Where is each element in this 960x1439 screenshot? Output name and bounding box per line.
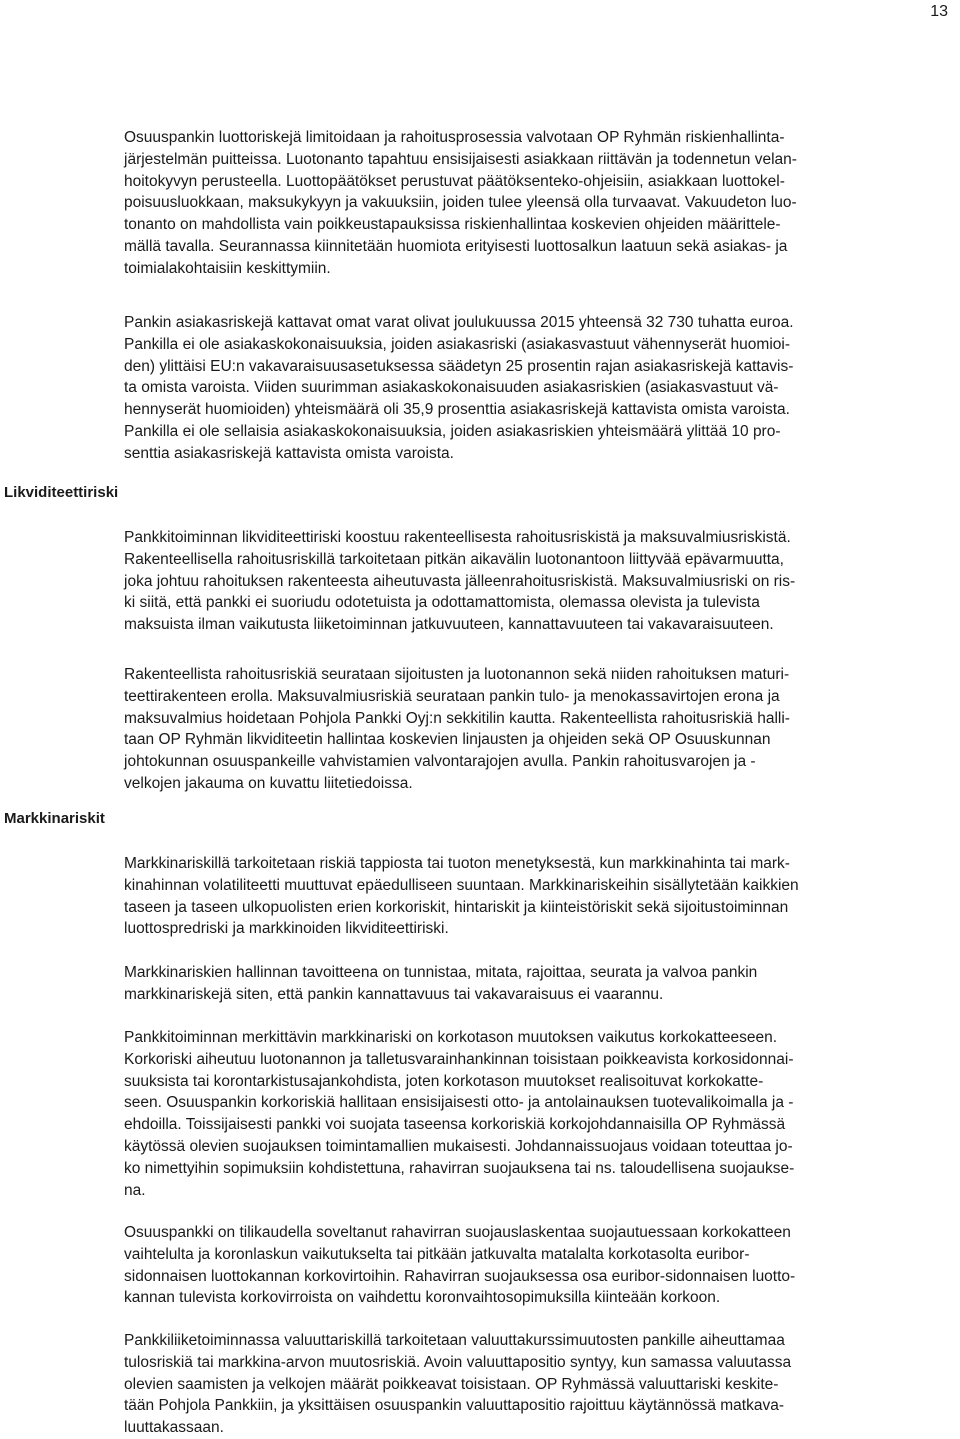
text-line: sidonnaisen luottokannan korkovirtoihin. Rahavirran suojauksessa osa euribor-sidonnaisen luotto- (124, 1267, 796, 1285)
text-line: na. (124, 1181, 146, 1199)
text-line: luottospredriski ja markkinoiden likviditeettiriski. (124, 920, 449, 938)
text-line: senttia asiakasriskejä kattavista omista varoista. (124, 444, 454, 462)
text-line: olevien saamisten ja velkojen määrät poikkeavat toisistaan. OP Ryhmässä valuuttariski keskite- (124, 1375, 779, 1393)
text-line: Pankin asiakasriskejä kattavat omat varat olivat joulukuussa 2015 yhteensä 32 730 tuhatta euroa. (124, 314, 794, 331)
paragraph-markkinariski-maaritelma (124, 853, 944, 940)
paragraph-markkinariski-tavoite (124, 962, 944, 1006)
text-line: johtokunnan osuuspankeille vahvistamien valvontarajojen avulla. Pankin rahoitusvarojen ja - (124, 753, 756, 771)
text-line: Pankkiliiketoiminnassa valuuttariskillä tarkoitetaan valuuttakurssimuutosten pankille aiheuttamaa (124, 1332, 785, 1349)
text-line: ki siitä, että pankki ei suoriudu odotetuista ja odottamattomista, olemassa olevista ja tulevista (124, 594, 760, 612)
text-line: suuksista tai korontarkistusajankohdista, joten korkotason muutokset realisoituvat korkokatte- (124, 1072, 764, 1090)
text-line: maksuvalmius hoidetaan Pohjola Pankki Oyj:n sekkitilin kautta. Rakenteellista rahoitusriskiä halli- (124, 709, 790, 727)
text-line: den) ylittäisi EU:n vakavaraisuusasetuksessa säädetyn 25 prosentin rajan asiakasriskejä kattavis- (124, 357, 794, 375)
paragraph-valuuttariski (124, 1330, 944, 1439)
section-heading-markkinariskit: Markkinariskit (4, 810, 105, 827)
text-line: poisuusluokkaan, maksukykyyn ja vakuuksiin, joiden tulee yleensä olla turvaavat. Vakuudeton luo- (124, 194, 797, 212)
text-line: luuttakassaan. (124, 1419, 224, 1437)
paragraph-asiakasriskit (124, 312, 944, 465)
text-line: Rakenteellisella rahoitusriskillä tarkoitetaan pitkän aikavälin luotonantoon liittyvää epävarmuutta, (124, 550, 784, 568)
text-line: järjestelmän puitteissa. Luotonanto tapahtuu ensisijaisesti asiakkaan riittävän ja todennetun velan- (124, 150, 797, 168)
text-line: teettirakenteen erolla. Maksuvalmiusriskiä seurataan pankin tulo- ja menokassavirtojen erona ja (124, 687, 780, 705)
text-line: Osuuspankin luottoriskejä limitoidaan ja rahoitusprosessia valvotaan OP Ryhmän riskienhallinta- (124, 129, 785, 146)
section-heading-likviditeettiriski: Likviditeettiriski (4, 484, 119, 501)
paragraph-likviditeettiriski-maaritelma (124, 527, 944, 636)
paragraph-likviditeettiriski-seuranta (124, 664, 944, 795)
text-line: vaihtelulta ja koronlaskun vaikutukselta tai pitkään jatkuvalta matalalta korkotasolta euribor- (124, 1245, 750, 1263)
text-line: taan OP Ryhmän likviditeetin hallintaa koskevien linjausten ja ohjeiden sekä OP Osuuskunnan (124, 731, 771, 749)
text-line: Pankkitoiminnan merkittävin markkinariski on korkotason muutoksen vaikutus korkokatteeseen. (124, 1029, 778, 1046)
text-line: Markkinariskien hallinnan tavoitteena on tunnistaa, mitata, rajoittaa, seurata ja valvoa pankin (124, 964, 758, 981)
paragraph-rahavirran-suojaus (124, 1222, 944, 1309)
text-line: hoitokyvyn perusteella. Luottopäätökset perustuvat päätöksenteko-ohjeisiin, asiakkaan luottokel- (124, 172, 785, 190)
text-line: tulosriskiä tai markkina-arvon muutosriskiä. Avoin valuuttapositio syntyy, kun samassa valuutassa (124, 1353, 792, 1371)
text-line: tonanto on mahdollista vain poikkeustapauksissa riskienhallintaa koskevien ohjeiden määrittele- (124, 216, 781, 234)
text-line: Korkoriski aiheutuu luotonannon ja talletusvarainhankinnan toisistaan poikkeavista korkosidonnai- (124, 1050, 794, 1068)
text-line: velkojen jakauma on kuvattu liitetiedoissa. (124, 774, 413, 792)
text-line: Pankilla ei ole asiakaskokonaisuuksia, joiden asiakasriski (asiakasvastuut vähennyserät huomioi- (124, 335, 790, 353)
text-line: markkinariskejä siten, että pankin kannattavuus tai vakavaraisuus ei vaarannu. (124, 985, 664, 1003)
paragraph-korkoriski (124, 1027, 944, 1201)
text-line: käytössä olevien suojauksen toimintamallien mukaisesti. Johdannaissuojaus voidaan toteuttaa jo- (124, 1137, 793, 1155)
page-number: 13 (930, 3, 948, 20)
text-line: seen. Osuuspankin korkoriskiä hallitaan ensisijaisesti otto- ja antolainauksen tuotevalikoimalla ja - (124, 1094, 794, 1112)
text-line: kannan tulevista korkovirroista on vaihdettu koronvaihtosopimuksilla kiinteään korkoon. (124, 1289, 721, 1307)
text-line: ehdoilla. Toissijaisesti pankki voi suojata taseensa korkoriskiä korkojohdannaisilla OP Ryhmässä (124, 1116, 786, 1134)
text-line: Pankilla ei ole sellaisia asiakaskokonaisuuksia, joiden asiakasriskien yhteismäärä ylittää 10 pro- (124, 422, 781, 440)
text-line: joka johtuu rahoituksen rakenteesta aiheutuvasta jälleenrahoitusriskistä. Maksuvalmiusriski on ris- (124, 572, 796, 590)
text-line: ta omista varoista. Viiden suurimman asiakaskokonaisuuden asiakasriskien (asiakasvastuut vä- (124, 379, 779, 397)
text-line: Rakenteellista rahoitusriskiä seurataan sijoitusten ja luotonannon sekä niiden rahoituksen maturi- (124, 666, 790, 683)
text-line: maksuista ilman vaikutusta liiketoiminnan jatkuvuuteen, kannattavuuteen tai vakavaraisuuteen. (124, 616, 774, 634)
text-line: Markkinariskillä tarkoitetaan riskiä tappiosta tai tuoton menetyksestä, kun markkinahinta tai mark- (124, 855, 790, 872)
text-line: Pankkitoiminnan likviditeettiriski koostuu rakenteellisesta rahoitusriskistä ja maksuvalmiusriskistä. (124, 529, 791, 546)
text-line: tään Pohjola Pankkiin, ja yksittäisen osuuspankin valuuttapositio rajoittuu käytännössä matkava- (124, 1397, 784, 1415)
paragraph-luottoriskit (124, 127, 944, 280)
text-line: mällä tavalla. Seurannassa kiinnitetään huomiota erityisesti luottosalkun laatuun sekä asiakas- ja (124, 237, 788, 255)
text-line: toimialakohtaisiin keskittymiin. (124, 259, 331, 277)
text-line: Osuuspankki on tilikaudella soveltanut rahavirran suojauslaskentaa suojautuessaan korkokatteen (124, 1224, 791, 1241)
text-line: kinahinnan volatiliteetti muuttuvat epäedulliseen suuntaan. Markkinariskeihin sisällytetään kaikkien (124, 876, 799, 894)
text-line: ko nimettyihin sopimuksiin kohdistettuna, rahavirran suojauksena tai ns. taloudellisena suojaukse- (124, 1159, 795, 1177)
text-line: taseen ja taseen ulkopuolisten erien korkoriskit, hintariskit ja kiinteistöriskit sekä sijoitustoiminnan (124, 898, 789, 916)
text-line: hennyserät huomioiden) yhteismäärä oli 35,9 prosenttia asiakasriskejä kattavista omista varoista. (124, 401, 790, 419)
